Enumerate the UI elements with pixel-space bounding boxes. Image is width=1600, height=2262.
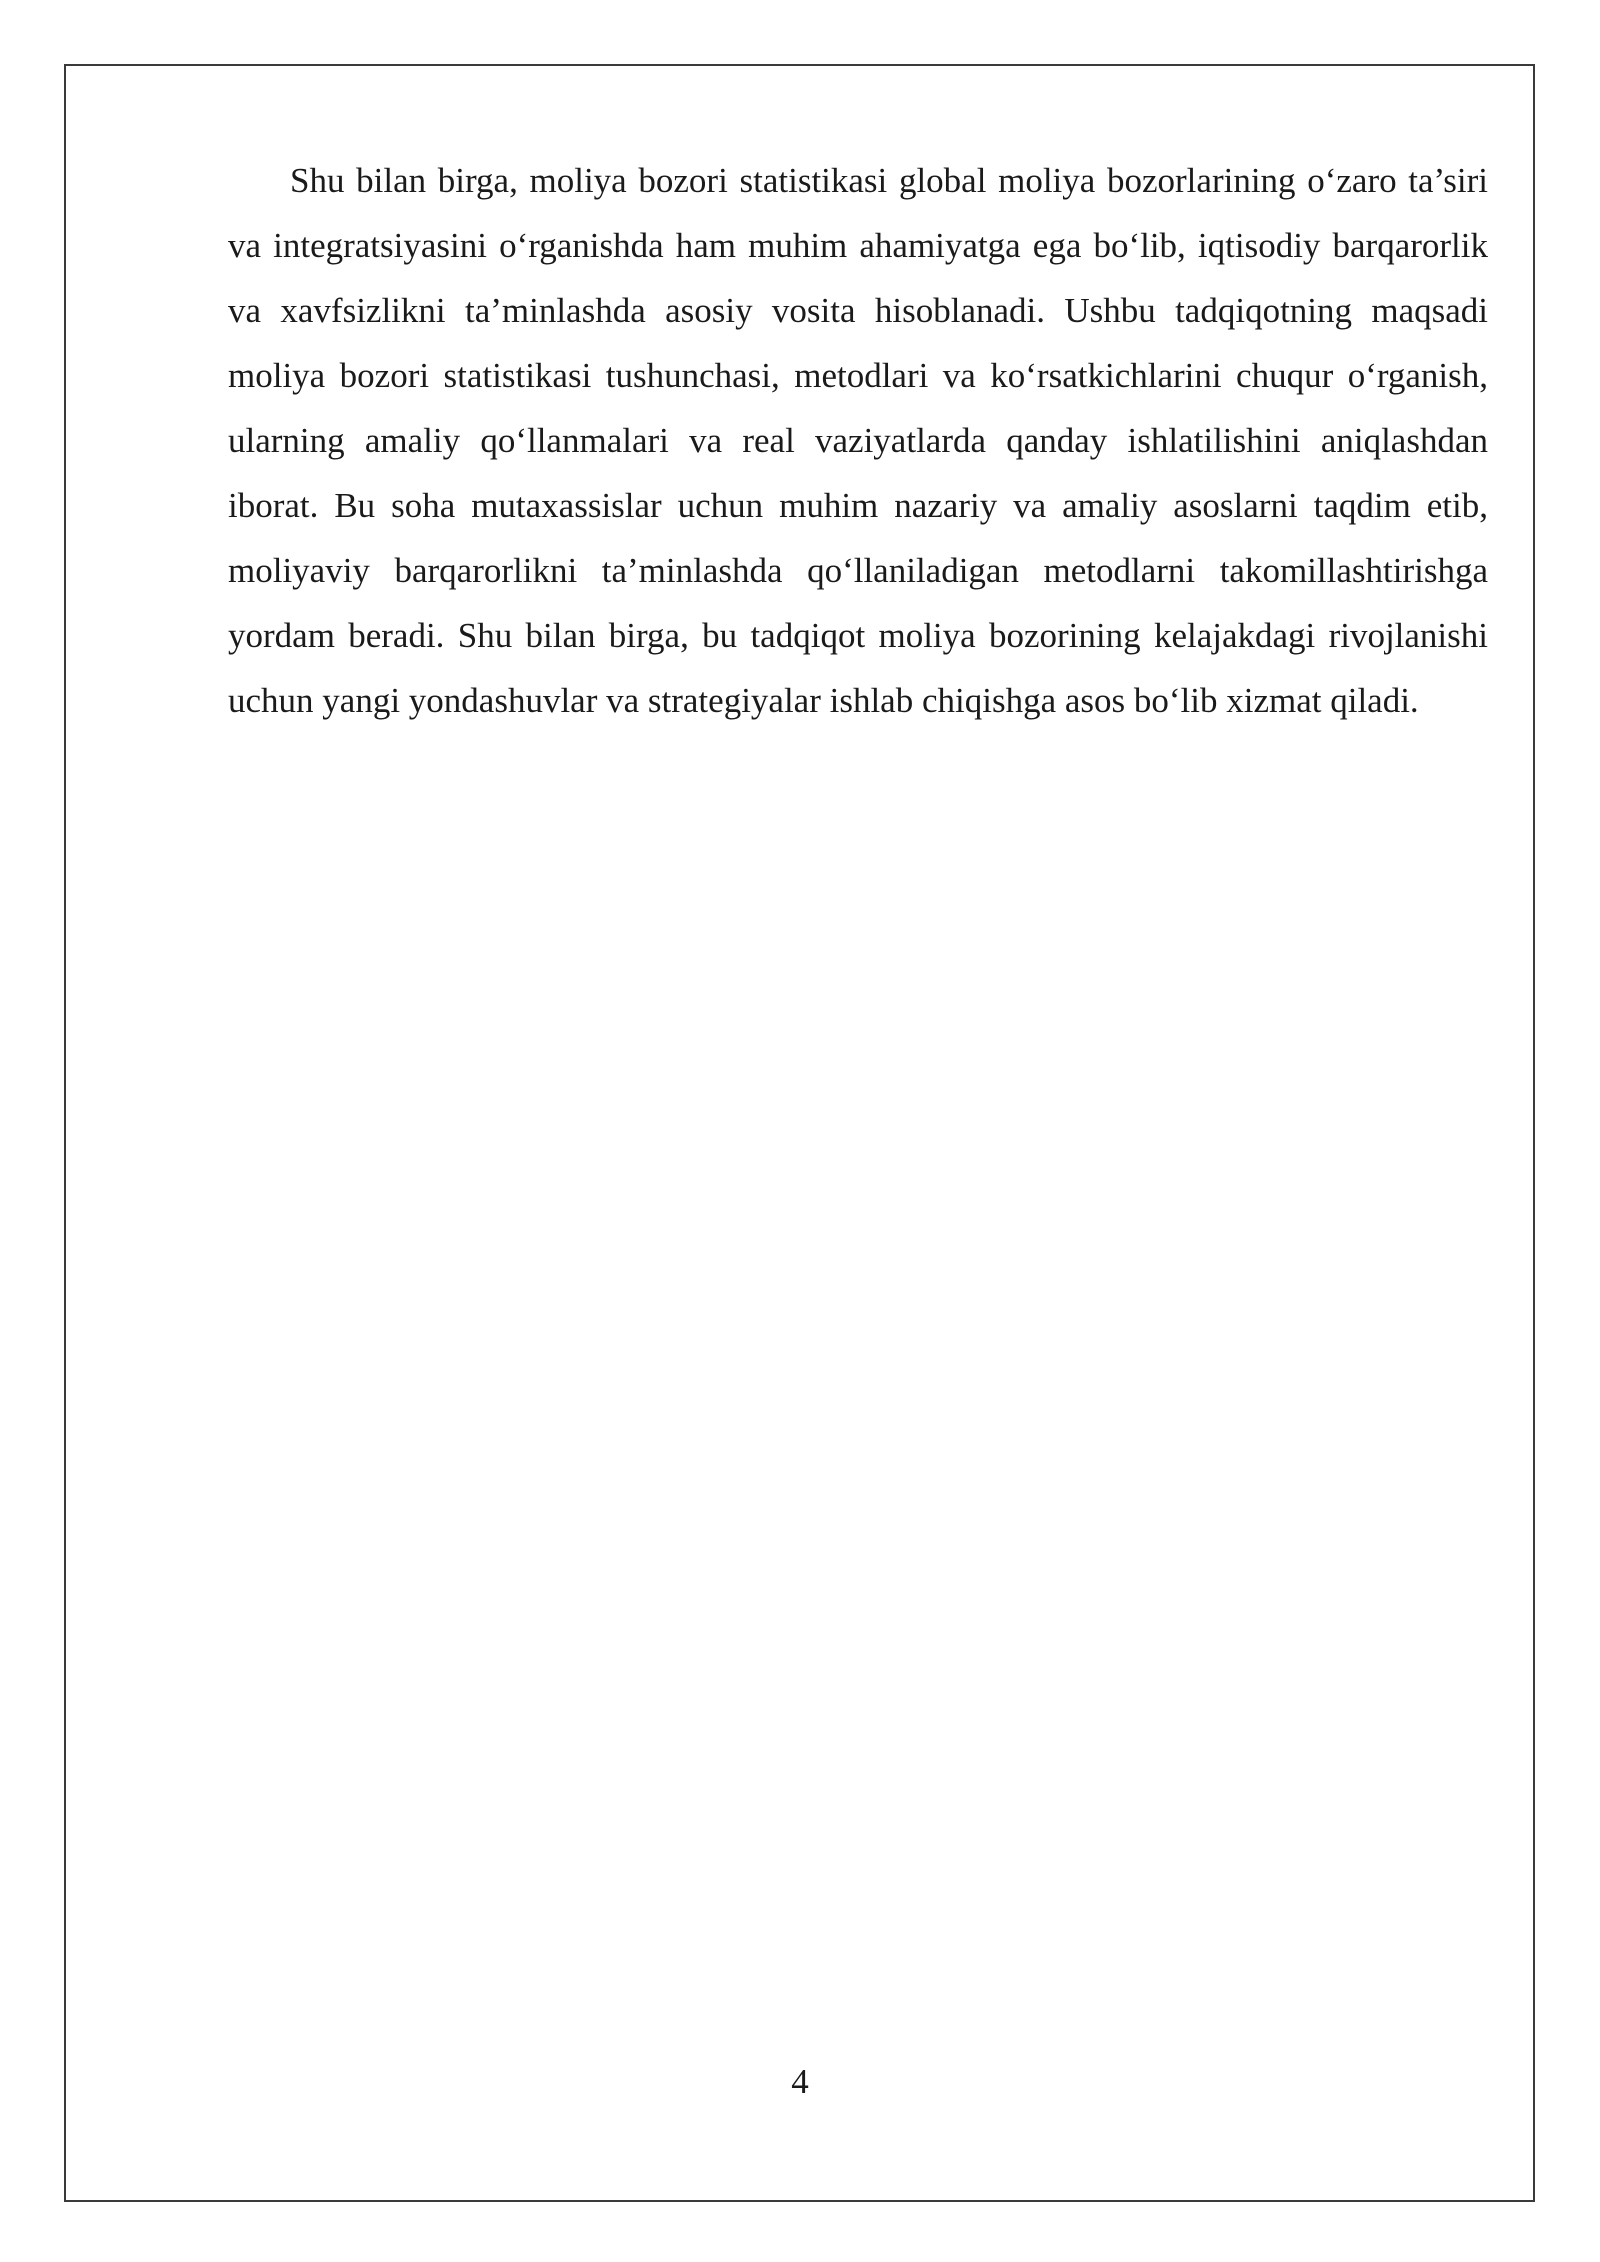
page-number: 4 <box>791 2062 809 2101</box>
body-text <box>228 148 1488 733</box>
paragraph: Shu bilan birga, moliya bozori statistikasi global moliya bozorlarining o‘zaro ta’siri va integratsiyasini o‘rganishda ham muhim ahamiyatga ega bo‘lib, iqtisodiy barqarorlik va xavfsizlikni ta’minlashda asosiy vosita hisoblanadi. Ushbu tadqiqotning maqsadi moliya bozori statistikasi tushunchasi, metodlari va ko‘rsatkichlarini chuqur o‘rganish, ularning amaliy qo‘llanmalari va real vaziyatlarda qanday ishlatilishini aniqlashdan iborat. Bu soha mutaxassislar uchun muhim nazariy va amaliy asoslarni taqdim etib, moliyaviy barqarorlikni ta’minlashda qo‘llaniladigan metodlarni takomillashtirishga yordam beradi. Shu bilan birga, bu tadqiqot moliya bozorining kelajakdagi rivojlanishi uchun yangi yondashuvlar va strategiyalar ishlab chiqishga asos bo‘lib xizmat qiladi. <box>228 161 1488 720</box>
